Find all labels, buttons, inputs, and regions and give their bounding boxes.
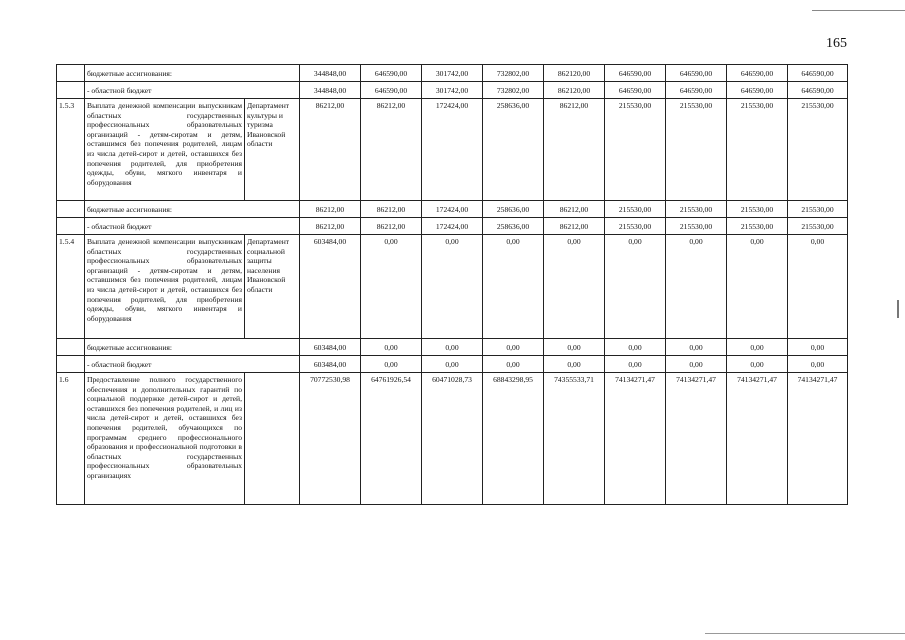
amount-cell: 0,00 [544, 235, 605, 339]
amount-cell: 86212,00 [300, 201, 361, 218]
table-row-subtotal [57, 82, 848, 99]
table-row-item [57, 99, 848, 201]
amount-cell: 0,00 [788, 339, 848, 356]
amount-cell: 603484,00 [300, 235, 361, 339]
amount-cell: 215530,00 [788, 201, 848, 218]
row-code-cell [57, 201, 85, 218]
row-label: - областной бюджет [85, 218, 300, 235]
table-row-subtotal [57, 218, 848, 235]
amount-cell: 732802,00 [483, 82, 544, 99]
row-code: 1.6 [57, 373, 85, 505]
amount-cell: 862120,00 [544, 82, 605, 99]
amount-cell: 172424,00 [422, 201, 483, 218]
amount-cell: 0,00 [544, 356, 605, 373]
amount-cell: 646590,00 [788, 82, 848, 99]
amount-cell: 258636,00 [483, 201, 544, 218]
amount-cell: 0,00 [788, 356, 848, 373]
amount-cell: 0,00 [666, 235, 727, 339]
amount-cell: 74134271,47 [788, 373, 848, 505]
amount-cell: 0,00 [422, 356, 483, 373]
amount-cell: 74134271,47 [727, 373, 788, 505]
amount-cell: 74355533,71 [544, 373, 605, 505]
amount-cell: 0,00 [605, 235, 666, 339]
amount-cell: 646590,00 [666, 82, 727, 99]
row-label: бюджетные ассигнования: [85, 339, 300, 356]
amount-cell: 0,00 [361, 356, 422, 373]
amount-cell: 862120,00 [544, 65, 605, 82]
amount-cell: 0,00 [666, 339, 727, 356]
amount-cell: 68843298,95 [483, 373, 544, 505]
amount-cell: 215530,00 [666, 201, 727, 218]
amount-cell: 215530,00 [605, 218, 666, 235]
amount-cell: 215530,00 [727, 99, 788, 201]
amount-cell: 646590,00 [361, 82, 422, 99]
amount-cell: 86212,00 [544, 201, 605, 218]
amount-cell: 0,00 [361, 339, 422, 356]
budget-table [56, 64, 848, 505]
amount-cell: 0,00 [727, 356, 788, 373]
amount-cell: 646590,00 [666, 65, 727, 82]
table-body [57, 65, 848, 505]
amount-cell: 215530,00 [605, 201, 666, 218]
amount-cell: 0,00 [544, 339, 605, 356]
row-executor [245, 373, 300, 505]
amount-cell: 646590,00 [727, 65, 788, 82]
amount-cell: 215530,00 [605, 99, 666, 201]
table-row-subtotal [57, 339, 848, 356]
amount-cell: 646590,00 [605, 82, 666, 99]
amount-cell: 0,00 [483, 339, 544, 356]
amount-cell: 215530,00 [788, 218, 848, 235]
row-code-cell [57, 356, 85, 373]
row-code-cell [57, 339, 85, 356]
amount-cell: 74134271,47 [605, 373, 666, 505]
row-label: бюджетные ассигнования: [85, 201, 300, 218]
amount-cell: 172424,00 [422, 218, 483, 235]
amount-cell: 0,00 [788, 235, 848, 339]
row-code: 1.5.4 [57, 235, 85, 339]
table-row-subtotal [57, 201, 848, 218]
amount-cell: 646590,00 [605, 65, 666, 82]
amount-cell: 0,00 [727, 339, 788, 356]
row-code-cell [57, 218, 85, 235]
amount-cell: 732802,00 [483, 65, 544, 82]
amount-cell: 172424,00 [422, 99, 483, 201]
amount-cell: 0,00 [483, 356, 544, 373]
row-executor: Департамент культуры и туризма Ивановской области [245, 99, 300, 201]
amount-cell: 258636,00 [483, 218, 544, 235]
row-name: Предоставление полного государственного обеспечения и дополнительных гарантий по социальной поддержке детей-сирот и детей, оставшихся без попечения родителей, и лиц из числа детей-сирот и детей, оставшихся без попечения родителей, обучающихся по программам среднего профессионального образования и профессиональной подготовки в областных государственных профессиональных образовательных организациях [85, 373, 245, 505]
amount-cell: 64761926,54 [361, 373, 422, 505]
amount-cell: 603484,00 [300, 356, 361, 373]
amount-cell: 86212,00 [544, 99, 605, 201]
scan-artifact-top [812, 10, 905, 11]
amount-cell: 60471028,73 [422, 373, 483, 505]
amount-cell: 215530,00 [727, 218, 788, 235]
amount-cell: 0,00 [666, 356, 727, 373]
row-name: Выплата денежной компенсации выпускникам областных государственных профессиональных образовательных организаций - детям-сиротам и детям, оставшимся без попечения родителей, лицам из числа детей-сирот и детей, оставшихся без попечения родителей, для приобретения одежды, обуви, мягкого инвентаря и оборудования [85, 235, 245, 339]
amount-cell: 86212,00 [361, 218, 422, 235]
amount-cell: 86212,00 [544, 218, 605, 235]
page-number: 165 [826, 36, 847, 51]
amount-cell: 86212,00 [300, 218, 361, 235]
table-row-item [57, 373, 848, 505]
amount-cell: 86212,00 [361, 201, 422, 218]
row-executor: Департамент социальной защиты населения Ивановской области [245, 235, 300, 339]
amount-cell: 215530,00 [666, 218, 727, 235]
row-label: - областной бюджет [85, 356, 300, 373]
amount-cell: 603484,00 [300, 339, 361, 356]
amount-cell: 215530,00 [788, 99, 848, 201]
amount-cell: 301742,00 [422, 82, 483, 99]
amount-cell: 0,00 [727, 235, 788, 339]
table-row-item [57, 235, 848, 339]
row-code-cell [57, 82, 85, 99]
scan-artifact-right [897, 300, 899, 318]
amount-cell: 0,00 [605, 339, 666, 356]
amount-cell: 0,00 [605, 356, 666, 373]
amount-cell: 0,00 [422, 235, 483, 339]
amount-cell: 301742,00 [422, 65, 483, 82]
amount-cell: 215530,00 [727, 201, 788, 218]
amount-cell: 258636,00 [483, 99, 544, 201]
amount-cell: 86212,00 [300, 99, 361, 201]
scan-artifact-bottom [705, 633, 905, 634]
amount-cell: 74134271,47 [666, 373, 727, 505]
row-name: Выплата денежной компенсации выпускникам областных государственных профессиональных образовательных организаций - детям-сиротам и детям, оставшимся без попечения родителей, лицам из числа детей-сирот и детей, оставшихся без попечения родителей, для приобретения одежды, обуви, мягкого инвентаря и оборудования [85, 99, 245, 201]
table-row-subtotal [57, 65, 848, 82]
amount-cell: 344848,00 [300, 82, 361, 99]
amount-cell: 646590,00 [727, 82, 788, 99]
amount-cell: 215530,00 [666, 99, 727, 201]
table-row-subtotal [57, 356, 848, 373]
row-label: - областной бюджет [85, 82, 300, 99]
row-label: бюджетные ассигнования: [85, 65, 300, 82]
amount-cell: 86212,00 [361, 99, 422, 201]
amount-cell: 646590,00 [788, 65, 848, 82]
amount-cell: 0,00 [483, 235, 544, 339]
amount-cell: 344848,00 [300, 65, 361, 82]
amount-cell: 646590,00 [361, 65, 422, 82]
row-code-cell [57, 65, 85, 82]
amount-cell: 0,00 [422, 339, 483, 356]
amount-cell: 0,00 [361, 235, 422, 339]
row-code: 1.5.3 [57, 99, 85, 201]
amount-cell: 70772530,98 [300, 373, 361, 505]
